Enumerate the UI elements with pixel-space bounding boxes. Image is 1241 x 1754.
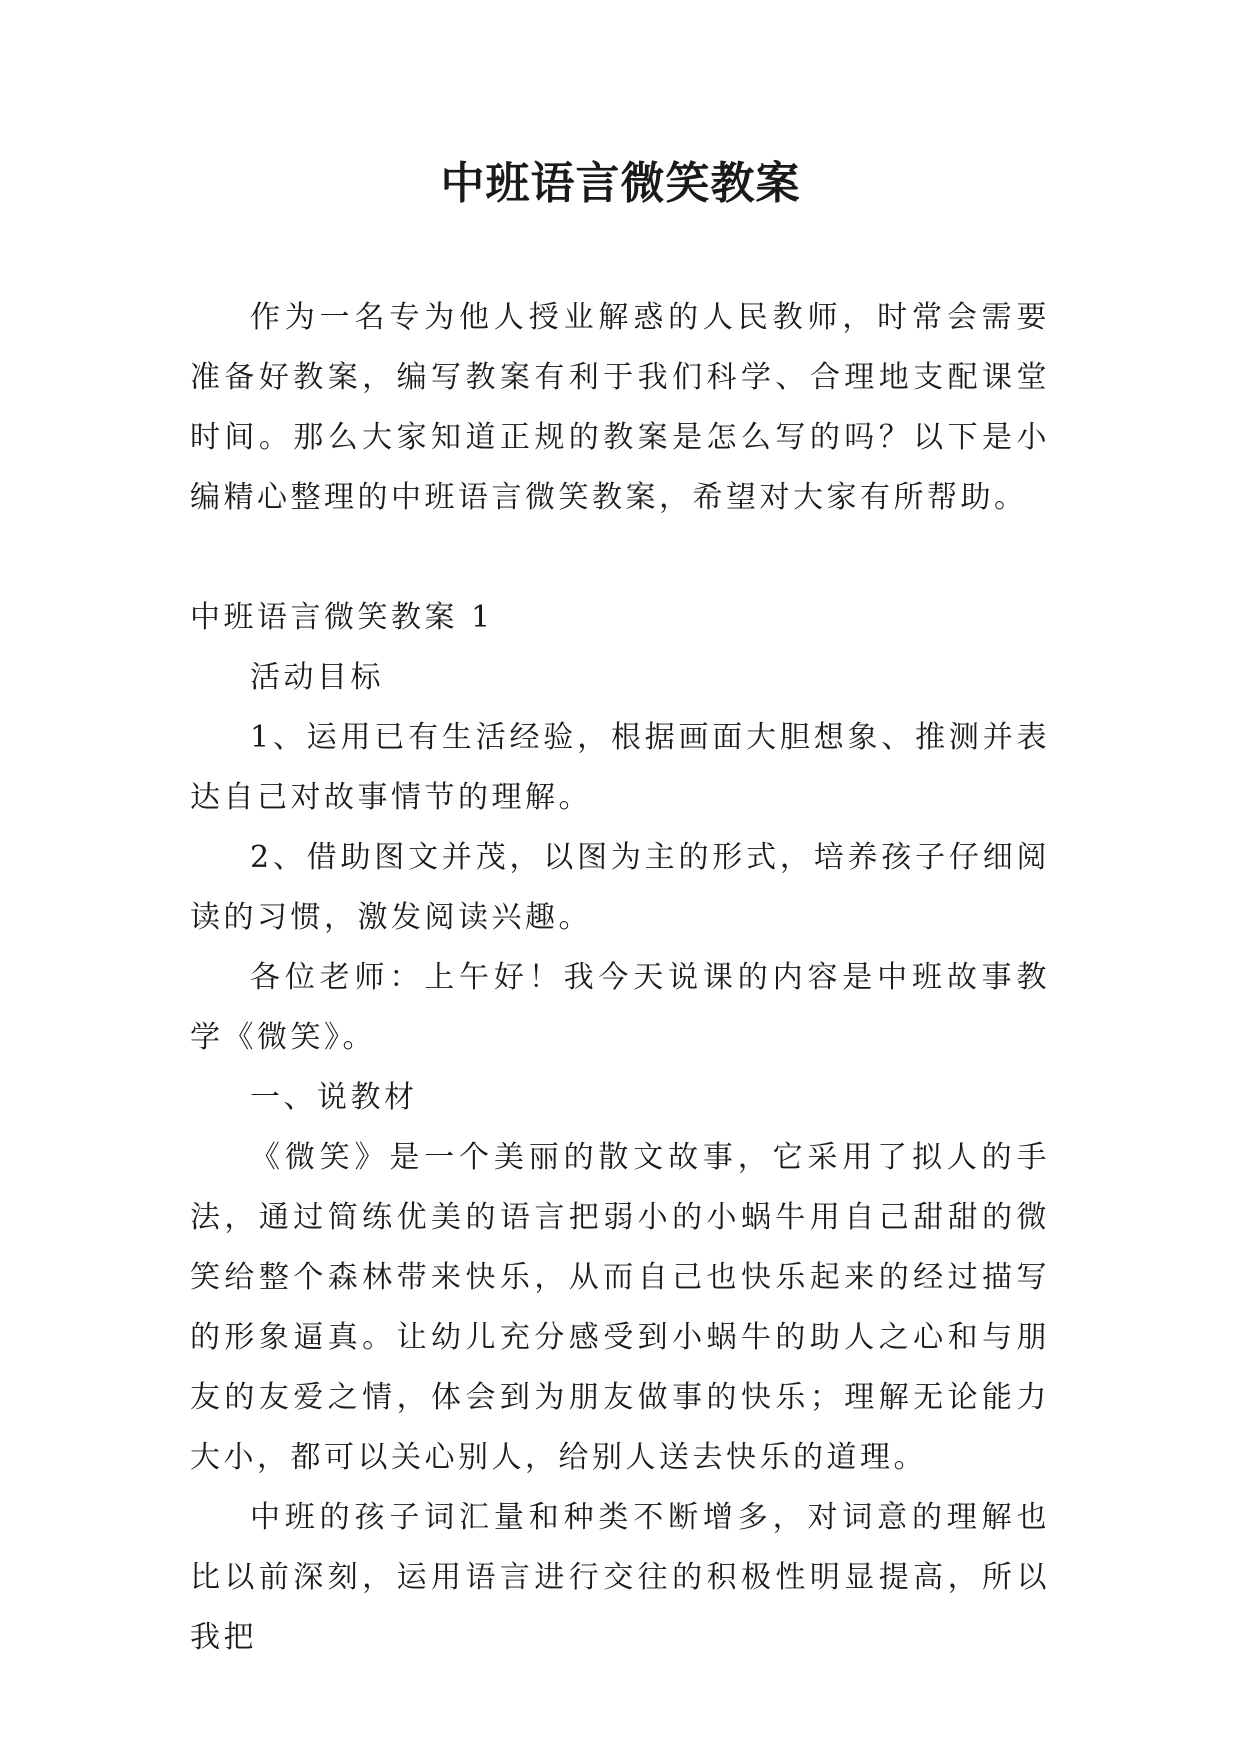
goal-item-2: 2、借助图文并茂，以图为主的形式，培养孩子仔细阅读的习惯，激发阅读兴趣。 xyxy=(190,840,1050,935)
document-body xyxy=(190,288,1050,1668)
material-paragraph: 《微笑》是一个美丽的散文故事，它采用了拟人的手法，通过简练优美的语言把弱小的小蜗牛用自己甜甜的微笑给整个森林带来快乐，从而自己也快乐起来的经过描写的形象逼真。让幼儿充分感受到小蜗牛的助人之心和与朋友的友爱之情，体会到为朋友做事的快乐；理解无论能力大小，都可以关心别人，给别人送去快乐的道理。 xyxy=(190,1140,1050,1475)
activity-goal-heading: 活动目标 xyxy=(250,660,384,695)
section-heading: 中班语言微笑教案 1 xyxy=(190,600,494,635)
goal-item-1: 1、运用已有生活经验，根据画面大胆想象、推测并表达自己对故事情节的理解。 xyxy=(190,720,1050,815)
intro-paragraph: 作为一名专为他人授业解惑的人民教师，时常会需要准备好教案，编写教案有利于我们科学、合理地支配课堂时间。那么大家知道正规的教案是怎么写的吗？以下是小编精心整理的中班语言微笑教案，希望对大家有所帮助。 xyxy=(190,300,1050,515)
students-paragraph: 中班的孩子词汇量和种类不断增多，对词意的理解也比以前深刻，运用语言进行交往的积极性明显提高，所以我把 xyxy=(190,1500,1050,1655)
greeting-paragraph: 各位老师：上午好！我今天说课的内容是中班故事教学《微笑》。 xyxy=(190,960,1050,1055)
document-title: 中班语言微笑教案 xyxy=(440,158,801,209)
paragraph-gap xyxy=(190,528,1050,588)
subsection-heading: 一、说教材 xyxy=(250,1080,418,1115)
